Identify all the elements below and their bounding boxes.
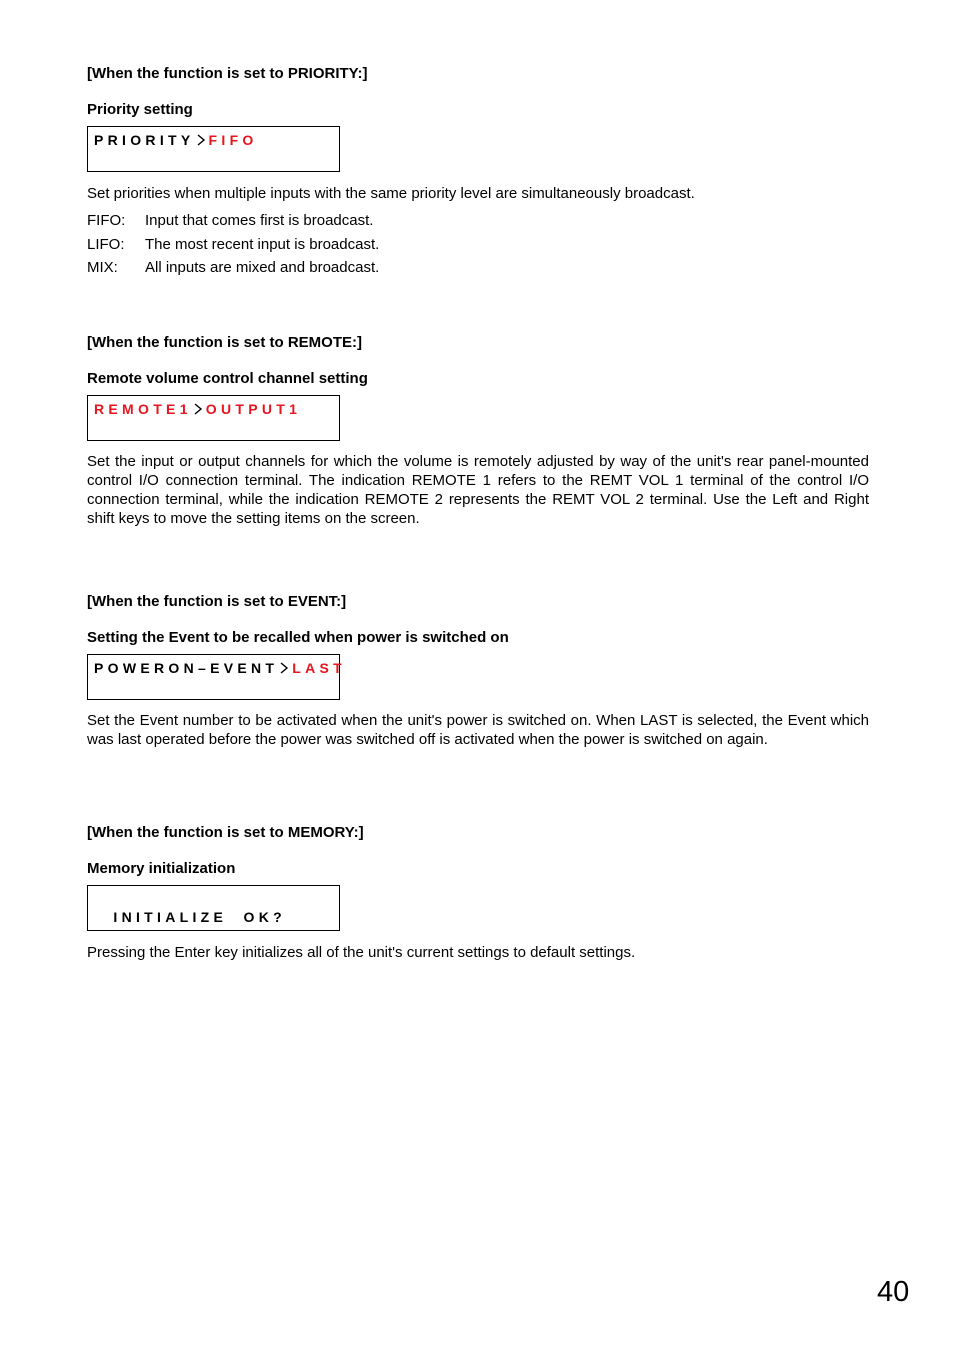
lcd-label: PRIORITY xyxy=(94,132,195,148)
option-desc: The most recent input is broadcast. xyxy=(145,236,380,253)
priority-lcd-display xyxy=(87,126,340,172)
priority-section-header: [When the function is set to PRIORITY:] xyxy=(87,65,368,82)
option-term: FIFO: xyxy=(87,212,126,229)
option-desc: Input that comes first is broadcast. xyxy=(145,212,374,229)
memory-description: Pressing the Enter key initializes all of the unit's current settings to default settings. xyxy=(87,944,636,961)
right-arrow-icon xyxy=(195,134,207,146)
lcd-label: POWERON–EVENT xyxy=(94,660,279,676)
priority-subheader: Priority setting xyxy=(87,101,193,118)
event-subheader: Setting the Event to be recalled when power is switched on xyxy=(87,629,509,646)
remote-description: Set the input or output channels for which the volume is remotely adjusted by way of the unit's rear panel-mounted control I/O connection terminal. The indication REMOTE 1 refers to the REMT VOL 1 terminal of the control I/O connection terminal, while the indication REMOTE 2 represents the REMT VOL 2 terminal. Use the Left and Right shift keys to move the setting items on the screen. xyxy=(87,453,869,527)
right-arrow-icon xyxy=(192,403,204,415)
remote-lcd-display xyxy=(87,395,340,441)
option-desc: All inputs are mixed and broadcast. xyxy=(145,259,380,276)
option-row-fifo xyxy=(87,212,373,229)
option-term: LIFO: xyxy=(87,236,125,253)
option-row-mix xyxy=(87,259,379,276)
lcd-value: LAST xyxy=(292,660,347,676)
lcd-value: OUTPUT1 xyxy=(205,401,302,417)
remote-subheader: Remote volume control channel setting xyxy=(87,370,368,387)
memory-subheader: Memory initialization xyxy=(87,860,236,877)
event-description: Set the Event number to be activated when the unit's power is switched on. When LAST is selected, the Event which was last operated before the power was switched off is activated when the power is switched on again. xyxy=(87,712,869,748)
priority-description: Set priorities when multiple inputs with the same priority level are simultaneously broadcast. xyxy=(87,185,695,202)
memory-lcd-display xyxy=(87,885,340,931)
event-section-header: [When the function is set to EVENT:] xyxy=(87,593,347,610)
lcd-label: REMOTE1 xyxy=(94,401,192,417)
option-row-lifo xyxy=(87,236,379,253)
page-number: 40 xyxy=(877,1276,910,1308)
lcd-text: INITIALIZE OK? xyxy=(113,909,286,925)
right-arrow-icon xyxy=(278,662,290,674)
lcd-value: FIFO xyxy=(208,132,258,148)
remote-section-header: [When the function is set to REMOTE:] xyxy=(87,334,362,351)
event-lcd-display xyxy=(87,654,347,700)
option-term: MIX: xyxy=(87,259,118,276)
memory-section-header: [When the function is set to MEMORY:] xyxy=(87,824,364,841)
